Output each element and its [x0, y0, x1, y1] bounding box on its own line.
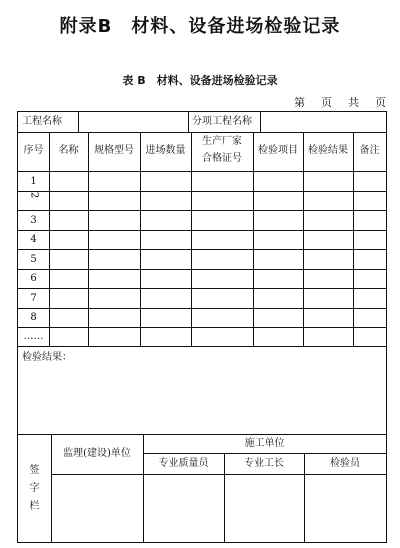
- row-number: 8: [30, 312, 37, 323]
- inspector-label: 检验员: [330, 458, 360, 469]
- divider: [253, 132, 254, 346]
- divider: [143, 434, 144, 542]
- divider: [18, 171, 386, 172]
- quality-officer-label: 专业质量员: [158, 458, 209, 469]
- divider: [18, 308, 386, 309]
- table-caption: 表 B 材料、设备进场检验记录: [122, 74, 278, 87]
- construction-unit-label: 施工单位: [244, 438, 285, 449]
- page-label-ye-total: 页: [375, 96, 388, 109]
- divider: [18, 434, 386, 435]
- header-qty: 进场数量: [145, 145, 186, 156]
- divider: [49, 132, 50, 346]
- divider: [140, 132, 141, 346]
- row-number: 3: [30, 215, 37, 226]
- inspection-form: [17, 111, 387, 543]
- divider: [18, 132, 386, 133]
- row-number: 6: [30, 273, 37, 284]
- page-label-gong: 共: [348, 96, 361, 109]
- divider: [51, 474, 386, 475]
- page-title: 附录B 材料、设备进场检验记录: [59, 16, 341, 37]
- divider: [78, 112, 79, 132]
- divider: [18, 288, 386, 289]
- header-item: 检验项目: [258, 145, 298, 156]
- sub-project-name-label: 分项工程名称: [192, 116, 252, 127]
- divider: [18, 249, 386, 250]
- row-number: ……: [23, 331, 44, 342]
- divider: [88, 132, 89, 346]
- row-number: 4: [30, 234, 37, 245]
- header-seq: 序号: [23, 145, 44, 156]
- sign-label-char: 字: [29, 483, 40, 494]
- header-name: 名称: [58, 145, 79, 156]
- header-spec: 规格型号: [94, 145, 134, 156]
- row-number: 7: [30, 293, 37, 304]
- page-label-ye: 页: [321, 96, 334, 109]
- supervisor-unit-label: 监理(建设)单位: [63, 448, 131, 459]
- divider: [18, 191, 386, 192]
- divider: [188, 112, 189, 132]
- divider: [260, 112, 261, 132]
- project-name-label: 工程名称: [22, 116, 62, 127]
- page-number-line: [280, 94, 388, 110]
- divider: [353, 132, 354, 346]
- divider: [18, 327, 386, 328]
- row-number: 1: [30, 176, 37, 187]
- header-maker: 生产厂家: [202, 136, 242, 147]
- inspection-result-label: 检验结果：: [22, 352, 72, 363]
- divider: [303, 132, 304, 346]
- divider: [18, 346, 386, 347]
- divider: [18, 269, 386, 270]
- row-number: 2: [28, 191, 40, 199]
- divider: [143, 453, 386, 454]
- sign-label-char: 签: [29, 465, 40, 476]
- divider: [18, 230, 386, 231]
- foreman-label: 专业工长: [244, 458, 284, 469]
- header-result: 检验结果: [308, 145, 348, 156]
- header-certificate: 合格证号: [202, 153, 242, 164]
- divider: [18, 210, 386, 211]
- sign-label-char: 栏: [29, 501, 40, 512]
- row-number: 5: [30, 254, 37, 265]
- page-label-di: 第: [294, 96, 307, 109]
- header-remark: 备注: [359, 145, 380, 156]
